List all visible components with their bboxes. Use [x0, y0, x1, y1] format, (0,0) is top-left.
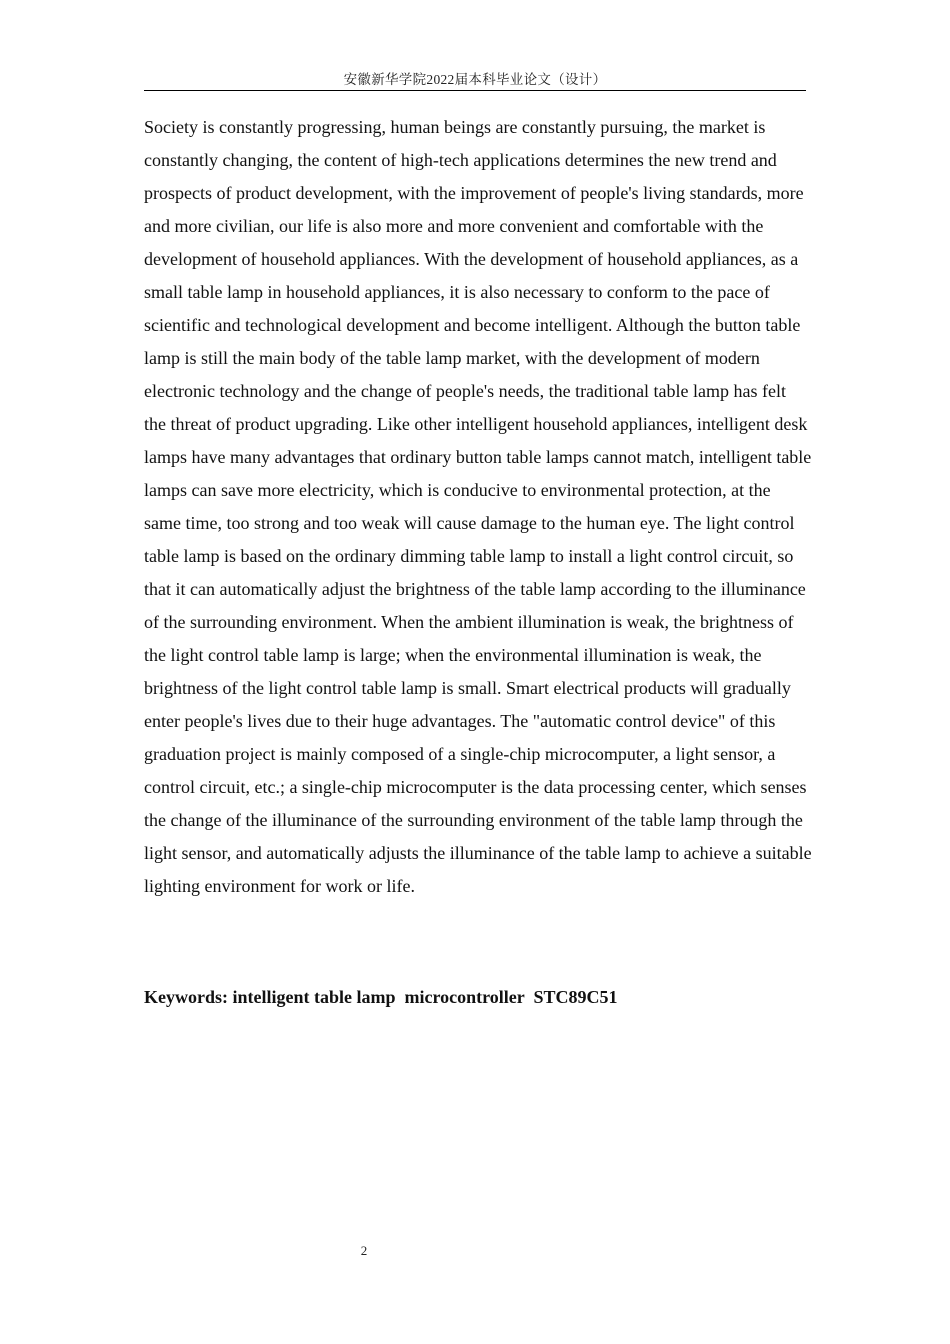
- page-number: 2: [360, 1243, 368, 1258]
- page-header: 安徽新华学院2022届本科毕业论文（设计）: [144, 70, 806, 91]
- abstract-body: Society is constantly progressing, human beings are constantly pursuing, the market is constantly changing, the content of high-tech applications determines the new trend and prospects of product development, with the improvement of people's living standards, more and more civilian, our life is also more and more convenient and comfortable with the development of household appliances. With the development of household appliances, as a small table lamp in household appliances, it is also necessary to conform to the pace of scientific and technological development and become intelligent. Although the button table lamp is still the main body of the table lamp market, with the development of modern electronic technology and the change of people's needs, the traditional table lamp has felt the threat of product upgrading. Like other intelligent household appliances, intelligent desk lamps have many advantages that ordinary button table lamps cannot match, intelligent table lamps can save more electricity, which is conducive to environmental protection, at the same time, too strong and too weak will cause damage to the human eye. The light control table lamp is based on the ordinary dimming table lamp to install a light control circuit, so that it can automatically adjust the brightness of the table lamp according to the illuminance of the surrounding environment. When the ambient illumination is weak, the brightness of the light control table lamp is large; when the environmental illumination is weak, the brightness of the light control table lamp is small. Smart electrical products will gradually enter people's lives due to their huge advantages. The "automatic control device" of this graduation project is mainly composed of a single-chip microcomputer, a light sensor, a control circuit, etc.; a single-chip microcomputer is the data processing center, which senses the change of the illuminance of the surrounding environment of the table lamp through the light sensor, and automatically adjusts the illuminance of the table lamp to achieve a suitable lighting environment for work or life.: [144, 117, 812, 896]
- keywords-line: Keywords: intelligent table lamp microcontroller STC89C51: [144, 987, 618, 1007]
